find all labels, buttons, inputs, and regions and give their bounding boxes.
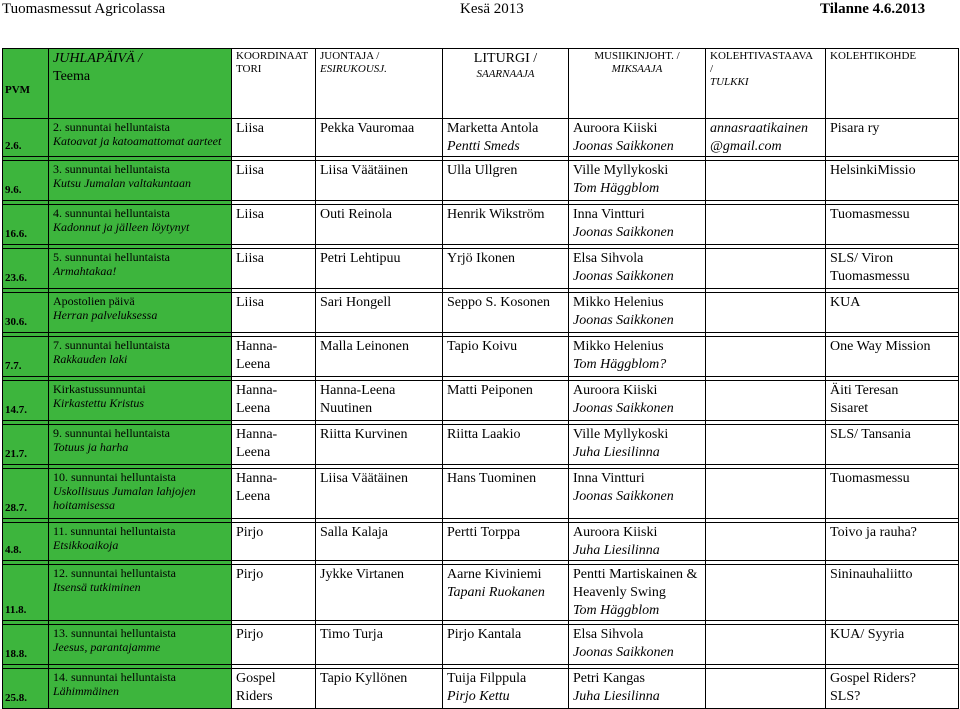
table-row	[3, 669, 959, 709]
liturgist-cell	[443, 625, 569, 665]
theme-cell	[49, 161, 232, 201]
host-cell	[316, 337, 443, 377]
coordinator-name: Gospel	[236, 671, 276, 686]
liturgist-cell	[443, 249, 569, 289]
collection-cell	[706, 669, 826, 709]
collection-cell	[706, 381, 826, 421]
liturgist-name: Tapani Ruokanen	[447, 585, 545, 600]
theme: Etsikkoaikoja	[53, 538, 119, 552]
collection-cell	[706, 119, 826, 157]
table-row	[3, 381, 959, 421]
collection-target: SLS?	[830, 689, 861, 704]
table-row	[3, 425, 959, 465]
col-pvm: PVM	[3, 49, 49, 119]
collection-cell	[706, 565, 826, 621]
collection-target: Sininauhaliitto	[830, 567, 913, 582]
target-cell	[826, 565, 959, 621]
date-cell: 23.6.	[3, 249, 49, 289]
theme-cell	[49, 293, 232, 333]
target-cell	[826, 205, 959, 245]
music-cell	[569, 381, 706, 421]
music-name: Auroora Kiiski	[573, 383, 658, 398]
coordinator-name: Liisa	[236, 163, 264, 178]
collection-target: HelsinkiMissio	[830, 163, 916, 178]
date-cell: 11.8.	[3, 565, 49, 621]
host-name: Timo Turja	[320, 627, 383, 642]
date-cell: 30.6.	[3, 293, 49, 333]
music-cell	[569, 249, 706, 289]
coordinator-name: Hanna-Leena	[236, 471, 278, 504]
music-name: Ville Myllykoski	[573, 163, 669, 178]
collection-target: One Way Mission	[830, 339, 931, 354]
music-name: Auroora Kiiski	[573, 525, 658, 540]
col-koordinaattori: KOORDINAAT TORI	[232, 49, 316, 119]
coordinator-name: Hanna-Leena	[236, 427, 278, 460]
target-cell	[826, 249, 959, 289]
host-name: Tapio Kyllönen	[320, 671, 408, 686]
collection-cell	[706, 425, 826, 465]
target-cell	[826, 469, 959, 519]
col-teema: JUHLAPÄIVÄ / Teema	[49, 49, 232, 119]
host-name: Salla Kalaja	[320, 525, 389, 540]
collection-target: Gospel Riders?	[830, 671, 916, 686]
coordinator-cell	[232, 161, 316, 201]
liturgist-name: Marketta Antola	[447, 121, 539, 136]
date-cell: 14.7.	[3, 381, 49, 421]
collection-cell	[706, 523, 826, 561]
church-day: 11. sunnuntai helluntaista	[53, 524, 176, 538]
col-kohde: KOLEHTIKOHDE	[826, 49, 959, 119]
liturgist-cell	[443, 469, 569, 519]
liturgist-name: Ulla Ullgren	[447, 163, 518, 178]
theme-cell	[49, 119, 232, 157]
collection-target: KUA/ Syyria	[830, 627, 905, 642]
music-name: Joonas Saikkonen	[573, 489, 674, 504]
date-cell: 16.6.	[3, 205, 49, 245]
liturgist-name: Seppo S. Kosonen	[447, 295, 551, 310]
target-cell	[826, 119, 959, 157]
host-name: Sari Hongell	[320, 295, 392, 310]
coordinator-cell	[232, 469, 316, 519]
host-cell	[316, 381, 443, 421]
host-cell	[316, 249, 443, 289]
music-name: Auroora Kiiski	[573, 121, 658, 136]
liturgist-name: Hans Tuominen	[447, 471, 537, 486]
theme: Kirkastettu Kristus	[53, 396, 145, 410]
music-name: Joonas Saikkonen	[573, 401, 674, 416]
music-name: Joonas Saikkonen	[573, 645, 674, 660]
table-row	[3, 161, 959, 201]
music-cell	[569, 425, 706, 465]
music-name: Joonas Saikkonen	[573, 225, 674, 240]
liturgist-cell	[443, 293, 569, 333]
collection-cell	[706, 205, 826, 245]
church-day: 10. sunnuntai helluntaista	[53, 470, 176, 484]
coordinator-cell	[232, 337, 316, 377]
music-name: Mikko Helenius	[573, 295, 664, 310]
liturgist-cell	[443, 565, 569, 621]
coordinator-cell	[232, 205, 316, 245]
date-cell: 28.7.	[3, 469, 49, 519]
theme-cell	[49, 625, 232, 665]
host-name: Petri Lehtipuu	[320, 251, 401, 266]
table-row	[3, 337, 959, 377]
date-cell: 9.6.	[3, 161, 49, 201]
church-day: 5. sunnuntai helluntaista	[53, 250, 170, 264]
music-name: Tom Häggblom	[573, 603, 660, 618]
theme: Totuus ja harha	[53, 440, 129, 454]
host-name: Hanna-Leena	[320, 383, 396, 398]
collection-cell	[706, 249, 826, 289]
coordinator-name: Hanna-Leena	[236, 339, 278, 372]
theme-cell	[49, 565, 232, 621]
coordinator-cell	[232, 293, 316, 333]
host-cell	[316, 293, 443, 333]
theme: Herran palveluksessa	[53, 308, 158, 322]
church-day: 2. sunnuntai helluntaista	[53, 120, 170, 134]
liturgist-cell	[443, 425, 569, 465]
church-day: Kirkastussunnuntai	[53, 382, 146, 396]
table-row	[3, 523, 959, 561]
liturgist-name: Pirjo Kettu	[447, 689, 510, 704]
date-cell: 21.7.	[3, 425, 49, 465]
host-name: Nuutinen	[320, 401, 373, 416]
col-juontaja: JUONTAJA / ESIRUKOUSJ.	[316, 49, 443, 119]
collection-cell	[706, 469, 826, 519]
page-header	[0, 0, 960, 24]
music-cell	[569, 469, 706, 519]
host-cell	[316, 119, 443, 157]
music-name: Inna Vintturi	[573, 207, 645, 222]
music-name: Elsa Sihvola	[573, 627, 644, 642]
church-day: 9. sunnuntai helluntaista	[53, 426, 170, 440]
music-cell	[569, 337, 706, 377]
collection-target: SLS/ Viron	[830, 251, 894, 266]
church-day: 7. sunnuntai helluntaista	[53, 338, 170, 352]
host-name: Riitta Kurvinen	[320, 427, 408, 442]
liturgist-name: Pertti Torppa	[447, 525, 521, 540]
collection-target: SLS/ Tansania	[830, 427, 911, 442]
theme: Jeesus, parantajamme	[53, 640, 161, 654]
theme: Lähimmäinen	[53, 684, 119, 698]
coordinator-name: Liisa	[236, 121, 264, 136]
collection-target: KUA	[830, 295, 861, 310]
liturgist-name: Pentti Smeds	[447, 139, 520, 154]
theme: Uskollisuus Jumalan lahjojen hoitamisessa	[53, 484, 196, 512]
coordinator-cell	[232, 669, 316, 709]
date-cell: 4.8.	[3, 523, 49, 561]
collection-name: @gmail.com	[710, 139, 782, 154]
coordinator-name: Hanna-Leena	[236, 383, 278, 416]
header-status: Tilanne 4.6.2013	[820, 1, 926, 17]
church-day: 14. sunnuntai helluntaista	[53, 670, 176, 684]
date-cell: 2.6.	[3, 119, 49, 157]
liturgist-name: Henrik Wikström	[447, 207, 545, 222]
music-name: Heavenly Swing	[573, 585, 666, 600]
table-row	[3, 119, 959, 157]
liturgist-name: Pirjo Kantala	[447, 627, 522, 642]
host-name: Outi Reinola	[320, 207, 392, 222]
host-name: Liisa Väätäinen	[320, 471, 408, 486]
music-cell	[569, 293, 706, 333]
theme-cell	[49, 381, 232, 421]
coordinator-cell	[232, 625, 316, 665]
church-day: 3. sunnuntai helluntaista	[53, 162, 170, 176]
target-cell	[826, 523, 959, 561]
collection-cell	[706, 625, 826, 665]
theme: Armahtakaa!	[53, 264, 117, 278]
coordinator-name: Pirjo	[236, 627, 264, 642]
host-cell	[316, 469, 443, 519]
theme-cell	[49, 337, 232, 377]
collection-name: annasraatikainen	[710, 121, 808, 136]
target-cell	[826, 161, 959, 201]
collection-target: Toivo ja rauha?	[830, 525, 917, 540]
music-name: Ville Myllykoski	[573, 427, 669, 442]
music-name: Elsa Sihvola	[573, 251, 644, 266]
coordinator-cell	[232, 565, 316, 621]
target-cell	[826, 381, 959, 421]
coordinator-cell	[232, 425, 316, 465]
liturgist-cell	[443, 205, 569, 245]
music-cell	[569, 625, 706, 665]
host-name: Pekka Vauromaa	[320, 121, 415, 136]
coordinator-name: Liisa	[236, 251, 264, 266]
host-name: Liisa Väätäinen	[320, 163, 408, 178]
host-cell	[316, 565, 443, 621]
music-cell	[569, 119, 706, 157]
date-cell: 25.8.	[3, 669, 49, 709]
col-liturgi: LITURGI / SAARNAAJA	[443, 49, 569, 119]
host-cell	[316, 625, 443, 665]
liturgist-name: Matti Peiponen	[447, 383, 533, 398]
liturgist-cell	[443, 381, 569, 421]
host-name: Jykke Virtanen	[320, 567, 405, 582]
header-title: Tuomasmessut Agricolassa	[2, 1, 166, 17]
table-row	[3, 249, 959, 289]
table-row	[3, 469, 959, 519]
music-name: Tom Häggblom	[573, 181, 660, 196]
liturgist-cell	[443, 119, 569, 157]
music-name: Tom Häggblom?	[573, 357, 667, 372]
liturgist-name: Tuija Filppula	[447, 671, 527, 686]
theme: Katoavat ja katoamattomat aarteet	[53, 134, 222, 148]
coordinator-cell	[232, 119, 316, 157]
music-name: Petri Kangas	[573, 671, 645, 686]
church-day: 12. sunnuntai helluntaista	[53, 566, 176, 580]
coordinator-name: Liisa	[236, 207, 264, 222]
music-name: Joonas Saikkonen	[573, 269, 674, 284]
target-cell	[826, 625, 959, 665]
coordinator-cell	[232, 249, 316, 289]
liturgist-name: Tapio Koivu	[447, 339, 518, 354]
liturgist-name: Yrjö Ikonen	[447, 251, 516, 266]
liturgist-cell	[443, 669, 569, 709]
music-name: Juha Liesilinna	[573, 445, 660, 460]
host-name: Malla Leinonen	[320, 339, 410, 354]
liturgist-name: Aarne Kiviniemi	[447, 567, 542, 582]
theme-cell	[49, 523, 232, 561]
target-cell	[826, 425, 959, 465]
table-row	[3, 293, 959, 333]
coordinator-name: Riders	[236, 689, 273, 704]
liturgist-cell	[443, 337, 569, 377]
collection-cell	[706, 337, 826, 377]
host-cell	[316, 161, 443, 201]
music-cell	[569, 523, 706, 561]
music-name: Juha Liesilinna	[573, 689, 660, 704]
liturgist-cell	[443, 523, 569, 561]
collection-target: Äiti Teresan	[830, 383, 899, 398]
coordinator-cell	[232, 523, 316, 561]
theme-cell	[49, 669, 232, 709]
table-row	[3, 205, 959, 245]
music-name: Inna Vintturi	[573, 471, 645, 486]
host-cell	[316, 425, 443, 465]
theme: Itsensä tutkiminen	[53, 580, 141, 594]
collection-target: Sisaret	[830, 401, 869, 416]
table-row	[3, 565, 959, 621]
schedule-table	[2, 48, 959, 709]
music-cell	[569, 161, 706, 201]
liturgist-name: Riitta Laakio	[447, 427, 521, 442]
collection-target: Tuomasmessu	[830, 207, 910, 222]
target-cell	[826, 293, 959, 333]
music-cell	[569, 565, 706, 621]
target-cell	[826, 669, 959, 709]
coordinator-name: Pirjo	[236, 567, 264, 582]
church-day: 13. sunnuntai helluntaista	[53, 626, 176, 640]
coordinator-name: Liisa	[236, 295, 264, 310]
date-cell: 18.8.	[3, 625, 49, 665]
collection-target: Tuomasmessu	[830, 471, 910, 486]
theme-cell	[49, 205, 232, 245]
music-name: Joonas Saikkonen	[573, 139, 674, 154]
church-day: 4. sunnuntai helluntaista	[53, 206, 170, 220]
host-cell	[316, 669, 443, 709]
header-row	[3, 49, 959, 119]
host-cell	[316, 523, 443, 561]
collection-target: Tuomasmessu	[830, 269, 910, 284]
theme: Kadonnut ja jälleen löytynyt	[53, 220, 190, 234]
theme-cell	[49, 425, 232, 465]
collection-target: Pisara ry	[830, 121, 880, 136]
music-name: Pentti Martiskainen &	[573, 567, 698, 582]
theme: Rakkauden laki	[53, 352, 128, 366]
header-season: Kesä 2013	[460, 1, 524, 17]
host-cell	[316, 205, 443, 245]
collection-cell	[706, 161, 826, 201]
col-kolehti: KOLEHTIVASTAAVA / TULKKI	[706, 49, 826, 119]
theme-cell	[49, 469, 232, 519]
coordinator-cell	[232, 381, 316, 421]
music-cell	[569, 669, 706, 709]
theme-cell	[49, 249, 232, 289]
music-cell	[569, 205, 706, 245]
church-day: Apostolien päivä	[53, 294, 135, 308]
theme: Kutsu Jumalan valtakuntaan	[53, 176, 191, 190]
date-cell: 7.7.	[3, 337, 49, 377]
collection-cell	[706, 293, 826, 333]
music-name: Juha Liesilinna	[573, 543, 660, 558]
target-cell	[826, 337, 959, 377]
liturgist-cell	[443, 161, 569, 201]
table-row	[3, 625, 959, 665]
music-name: Mikko Helenius	[573, 339, 664, 354]
col-musiikki: MUSIIKINJOHT. / MIKSAAJA	[569, 49, 706, 119]
music-name: Joonas Saikkonen	[573, 313, 674, 328]
coordinator-name: Pirjo	[236, 525, 264, 540]
